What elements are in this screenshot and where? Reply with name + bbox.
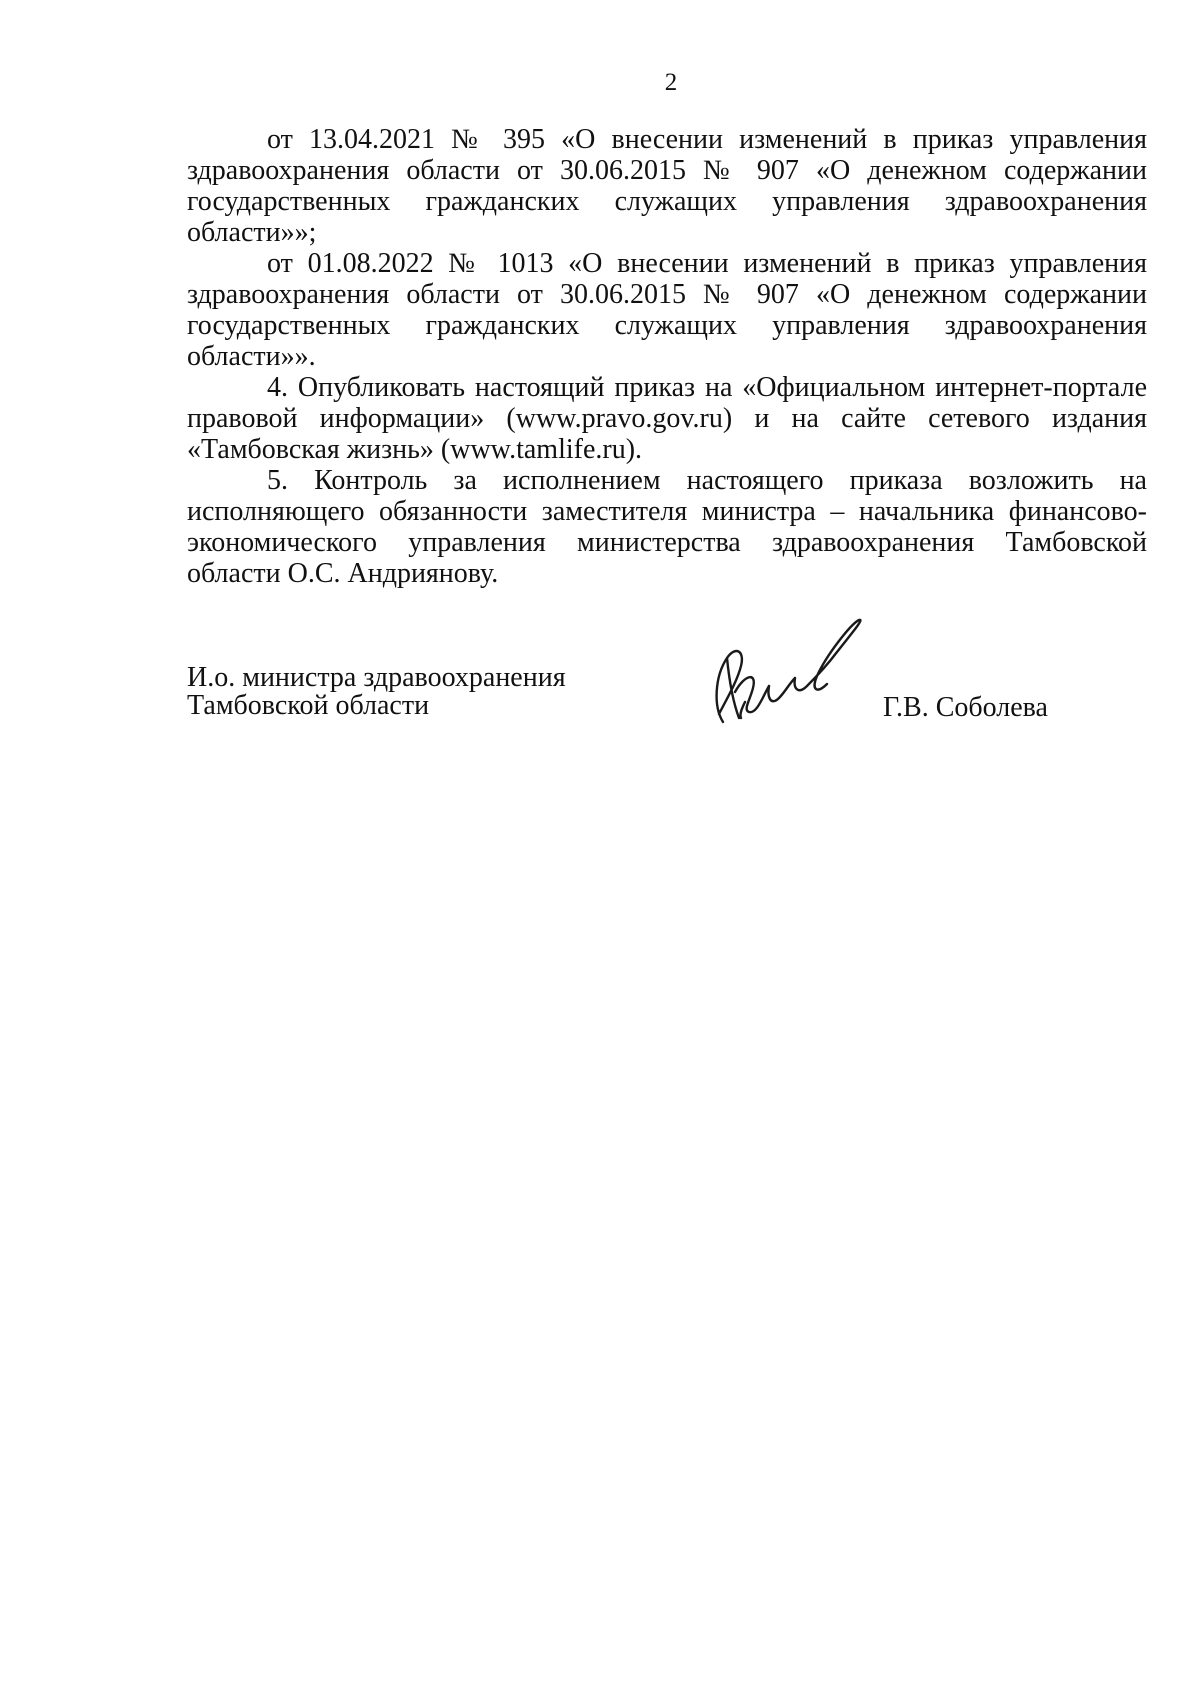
paragraph-order-2022: от 01.08.2022 № 1013 «О внесении изменений в приказ управления здравоохранения области от 30.06.2015 № 907 «О денежном содержании государственных гражданских служащих управления здравоохранения области»». [187, 248, 1147, 372]
paragraph-order-2021: от 13.04.2021 № 395 «О внесении изменений в приказ управления здравоохранения области от 30.06.2015 № 907 «О денежном содержании государственных гражданских служащих управления здравоохранения области»»; [187, 124, 1147, 248]
signer-title-line: И.о. министра здравоохранения [187, 662, 566, 693]
handwritten-signature-icon [705, 614, 875, 732]
page-number: 2 [664, 69, 678, 96]
paragraph-control: 5. Контроль за исполнением настоящего приказа возложить на исполняющего обязанности заместителя министра – начальника финансово-экономического управления министерства здравоохранения Тамбовской области О.С. Андриянову. [187, 465, 1147, 589]
signer-title [187, 664, 566, 720]
paragraph-publish: 4. Опубликовать настоящий приказ на «Официальном интернет-портале правовой информации» (www.pravo.gov.ru) и на сайте сетевого издания «Тамбовская жизнь» (www.tamlife.ru). [187, 372, 1147, 465]
signer-name: Г.В. Соболева [883, 692, 1048, 723]
signer-title-line: Тамбовской области [187, 690, 430, 721]
document-body [187, 124, 1147, 589]
